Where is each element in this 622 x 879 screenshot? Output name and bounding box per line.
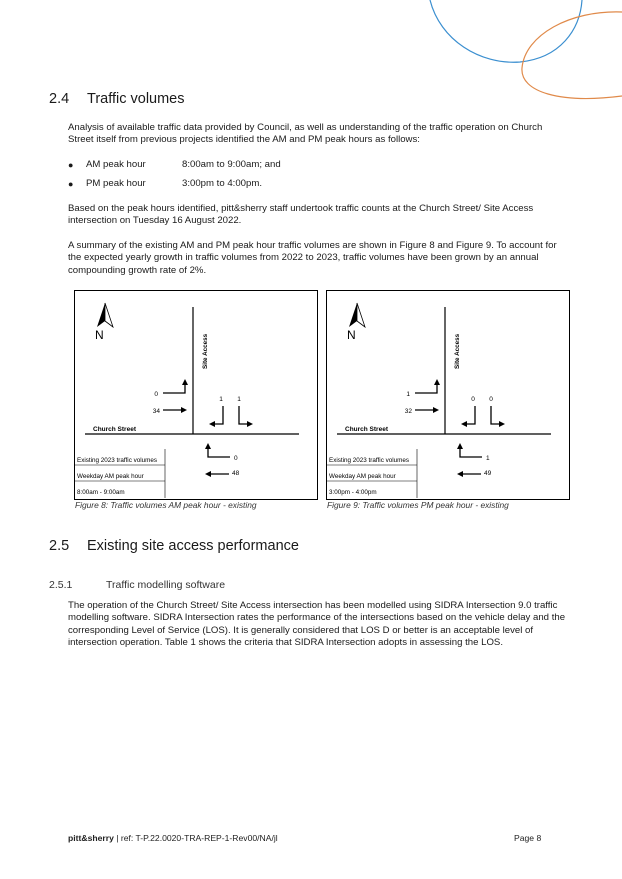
figure-8-caption: Figure 8: Traffic volumes AM peak hour - existing — [75, 500, 257, 510]
north-label: N — [95, 328, 104, 342]
site-access-label: Site Access — [202, 333, 209, 369]
arrowhead-icon — [181, 407, 187, 413]
bullet-pm-peak — [68, 178, 262, 189]
church-street-label: Church Street — [345, 426, 388, 433]
arrowhead-icon — [434, 379, 440, 385]
blue-arc-decoration — [430, 0, 582, 62]
volume-west-right: 0 — [154, 391, 158, 398]
volume-east-through: 49 — [484, 470, 492, 477]
section-title: Traffic volumes — [87, 91, 185, 107]
north-label: N — [347, 328, 356, 342]
intersection-diagram-pm — [327, 291, 569, 499]
north-arrow-icon — [105, 303, 113, 327]
page-number: Page 8 — [514, 833, 542, 843]
bullet-label: PM peak hour — [86, 178, 146, 189]
paragraph-peak-hours: Analysis of available traffic data provided by Council, as well as understanding of the traffic operation on Church Street itself from previous projects identified the AM and PM peak hours as follows: — [68, 122, 543, 146]
section-number: 2.5 — [49, 538, 70, 554]
info-line: Weekday AM peak hour — [77, 473, 144, 480]
figure-8-diagram — [74, 290, 318, 500]
north-arrow-icon — [357, 303, 365, 327]
subsection-title: Traffic modelling software — [106, 579, 226, 591]
left-turn-arrow-icon — [208, 447, 230, 457]
volume-west-through: 34 — [152, 408, 160, 415]
figure-9-diagram — [326, 290, 570, 500]
volume-east-left: 0 — [234, 455, 238, 462]
info-line: 8:00am - 9:00am — [77, 489, 125, 496]
site-access-label: Site Access — [454, 333, 461, 369]
section-title: Existing site access performance — [87, 538, 299, 554]
arrowhead-icon — [457, 443, 463, 449]
info-line: Existing 2023 traffic volumes — [329, 457, 410, 464]
bullet-dot: ● — [68, 178, 74, 189]
arrowhead-icon — [205, 443, 211, 449]
volume-exit-right: 0 — [489, 396, 493, 403]
bullet-value: 3:00pm to 4:00pm. — [182, 178, 262, 189]
orange-arc-decoration — [522, 12, 622, 99]
bullet-am-peak — [68, 159, 281, 170]
section-2-4-heading — [49, 91, 185, 107]
figure-9-caption: Figure 9: Traffic volumes PM peak hour - existing — [327, 500, 509, 510]
paragraph-summary: A summary of the existing AM and PM peak hour traffic volumes are shown in Figure 8 and Figure 9. To account for the expected yearly growth in traffic volumes from 2022 to 2023, traffic volumes have been grown by an annual compounding growth rate of 2%. — [68, 240, 557, 276]
left-turn-arrow-icon — [460, 447, 482, 457]
volume-exit-left: 0 — [471, 396, 475, 403]
arrowhead-icon — [433, 407, 439, 413]
info-line: Weekday AM peak hour — [329, 473, 396, 480]
bullet-label: AM peak hour — [86, 159, 146, 170]
footer-ref: | ref: T-P.22.0020-TRA-REP-1-Rev00/NA/jl — [113, 833, 278, 843]
right-turn-arrow-icon — [163, 383, 185, 393]
info-line: Existing 2023 traffic volumes — [77, 457, 158, 464]
subsection-number: 2.5.1 — [49, 579, 73, 591]
section-2-5-heading — [49, 538, 299, 554]
arrowhead-icon — [182, 379, 188, 385]
volume-east-through: 48 — [232, 470, 240, 477]
intersection-diagram-am — [75, 291, 317, 499]
section-2-5-1-heading — [49, 579, 225, 591]
arrowhead-icon — [499, 421, 505, 427]
section-number: 2.4 — [49, 91, 70, 107]
arrowhead-icon — [247, 421, 253, 427]
volume-west-through: 32 — [404, 408, 412, 415]
footer-brand: pitt&sherry — [68, 833, 114, 843]
volume-west-right: 1 — [406, 391, 410, 398]
arrowhead-icon — [205, 471, 211, 477]
volume-east-left: 1 — [486, 455, 490, 462]
arrowhead-icon — [209, 421, 215, 427]
arrowhead-icon — [457, 471, 463, 477]
info-line: 3:00pm - 4:00pm — [329, 489, 377, 496]
bullet-value: 8:00am to 9:00am; and — [182, 159, 281, 170]
volume-exit-left: 1 — [219, 396, 223, 403]
paragraph-sidra: The operation of the Church Street/ Site Access intersection has been modelled using SIDRA Intersection 9.0 traffic modelling software. SIDRA Intersection rates the performance of the intersections based on the vehicle delay and the corresponding Level of Service (LOS). It is generally considered that LOS D or better is an acceptable level of intersection operation. Table 1 shows the criteria that SIDRA Intersection adopts in assessing the LOS. — [68, 600, 566, 649]
footer-reference — [68, 833, 278, 843]
north-arrow-icon — [97, 303, 105, 327]
church-street-label: Church Street — [93, 426, 136, 433]
north-arrow-icon — [349, 303, 357, 327]
paragraph-traffic-counts: Based on the peak hours identified, pitt&sherry staff undertook traffic counts at the Church Street/ Site Access intersection on Tuesday 16 August 2022. — [68, 203, 534, 227]
right-turn-arrow-icon — [415, 383, 437, 393]
arrowhead-icon — [461, 421, 467, 427]
volume-exit-right: 1 — [237, 396, 241, 403]
bullet-dot: ● — [68, 159, 74, 170]
